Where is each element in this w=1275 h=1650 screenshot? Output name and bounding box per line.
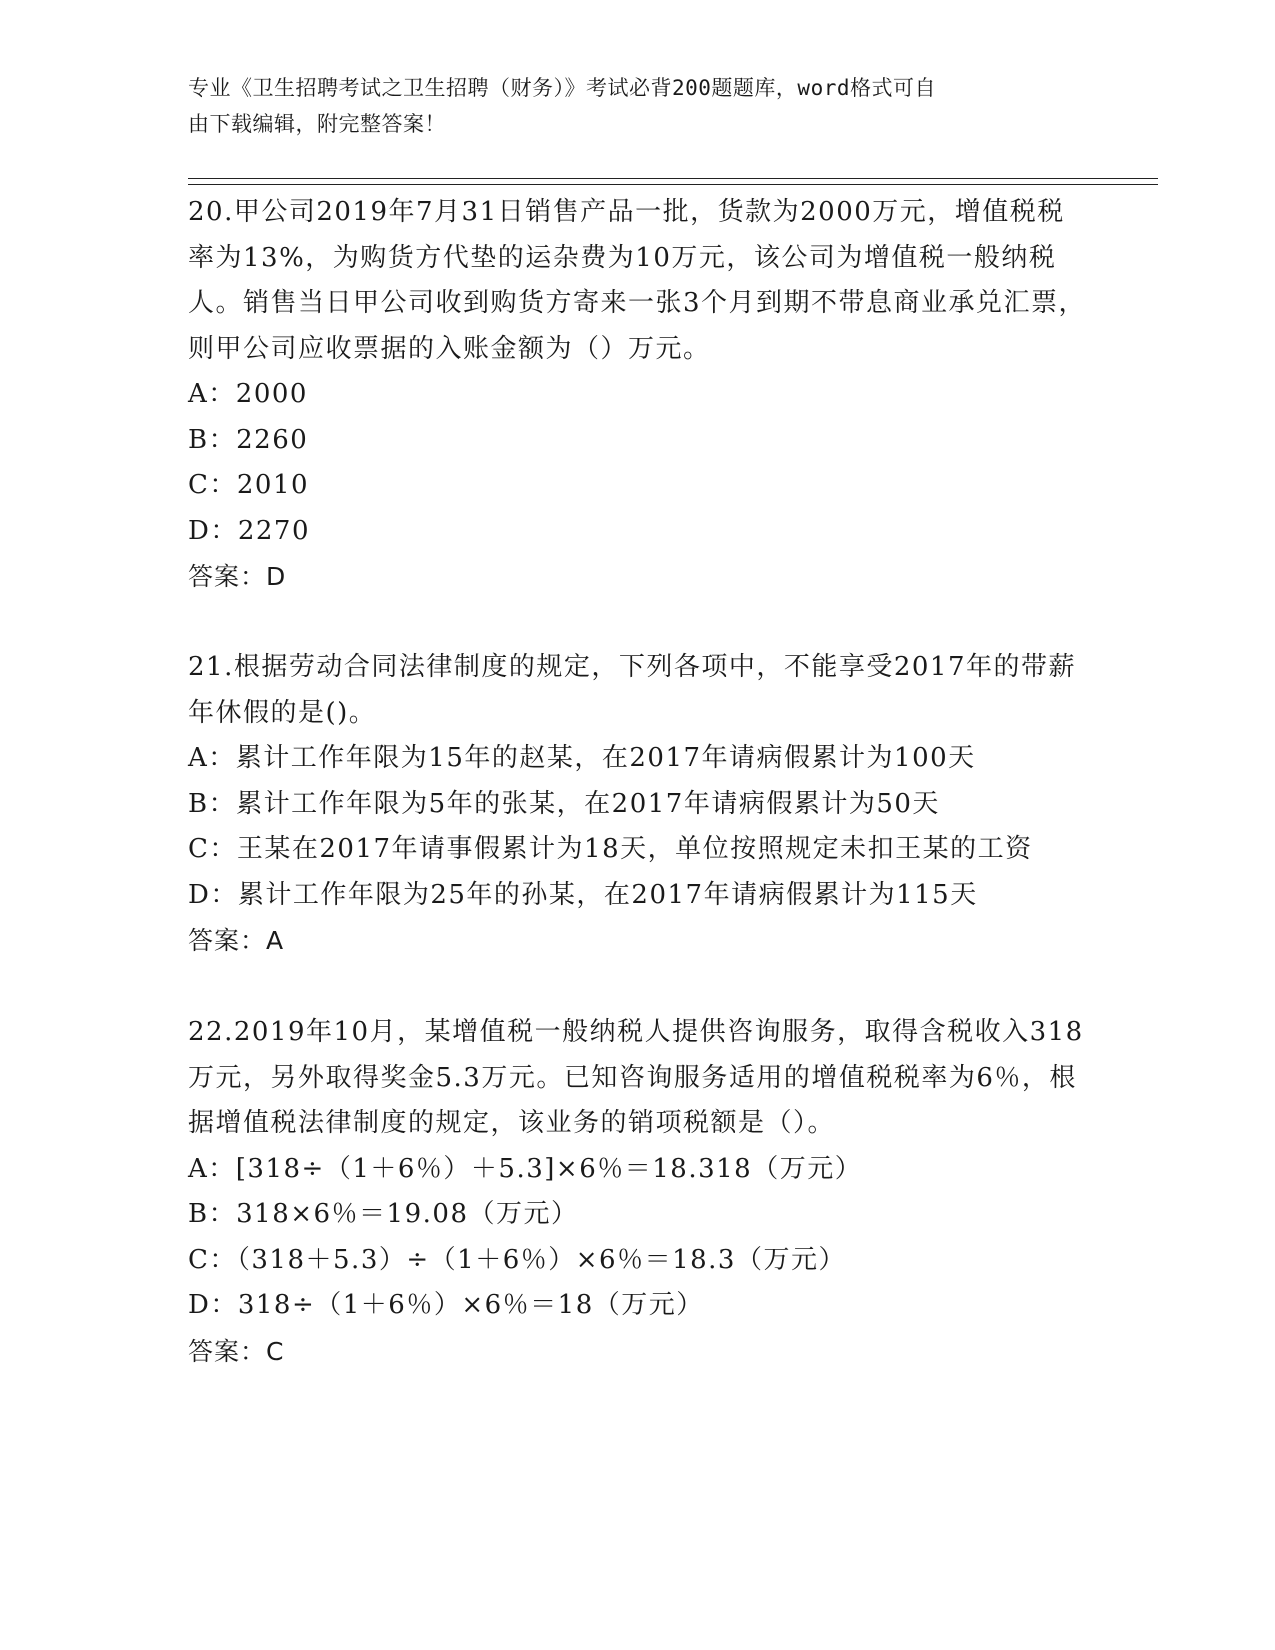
header-line-2: 由下载编辑，附完整答案！ — [188, 112, 446, 136]
question-20 — [188, 190, 1088, 600]
option-a: A：2000 — [188, 379, 308, 409]
question-stem: 22.2019年10月，某增值税一般纳税人提供咨询服务，取得含税收入318万元，另外取得奖金5.3万元。已知咨询服务适用的增值税税率为6％，根据增值税法律制度的规定，该业务的销项税额是（）。 — [188, 1017, 1084, 1138]
option-c: C：（318＋5.3）÷（1＋6％）×6％＝18.3（万元） — [188, 1244, 846, 1275]
header-divider-top — [188, 178, 1158, 179]
option-a: A：累计工作年限为15年的赵某，在2017年请病假累计为100天 — [188, 743, 976, 773]
option-b: B：累计工作年限为5年的张某，在2017年请病假累计为50天 — [188, 788, 940, 819]
answer: 答案：A — [188, 926, 285, 955]
option-b: B：318×6％＝19.08（万元） — [188, 1199, 579, 1229]
header-divider-bottom — [188, 184, 1158, 185]
option-d: D：318÷（1＋6％）×6％＝18（万元） — [188, 1290, 704, 1320]
question-21 — [188, 645, 1088, 964]
option-d: D：2270 — [188, 515, 311, 546]
question-stem: 20.甲公司2019年7月31日销售产品一批，货款为2000万元，增值税税率为13%，为购货方代垫的运杂费为10万元，该公司为增值税一般纳税人。销售当日甲公司收到购货方寄来一张3个月到期不带息商业承兑汇票，则甲公司应收票据的入账金额为（）万元。 — [188, 197, 1087, 364]
option-a: A：[318÷（1＋6％）＋5.3]×6％＝18.318（万元） — [188, 1153, 863, 1184]
document-header — [188, 70, 1068, 142]
option-d: D：累计工作年限为25年的孙某，在2017年请病假累计为115天 — [188, 879, 978, 910]
option-c: C：王某在2017年请事假累计为18天，单位按照规定未扣王某的工资 — [188, 834, 1033, 864]
question-22 — [188, 1010, 1088, 1374]
option-b: B：2260 — [188, 424, 309, 455]
option-c: C：2010 — [188, 470, 310, 500]
answer: 答案：C — [188, 1336, 285, 1366]
header-line-1: 专业《卫生招聘考试之卫生招聘（财务）》考试必背200题题库，word格式可自 — [188, 76, 936, 100]
question-stem: 21.根据劳动合同法律制度的规定，下列各项中，不能享受2017年的带薪年休假的是()。 — [188, 652, 1077, 728]
answer: 答案：D — [188, 562, 287, 591]
